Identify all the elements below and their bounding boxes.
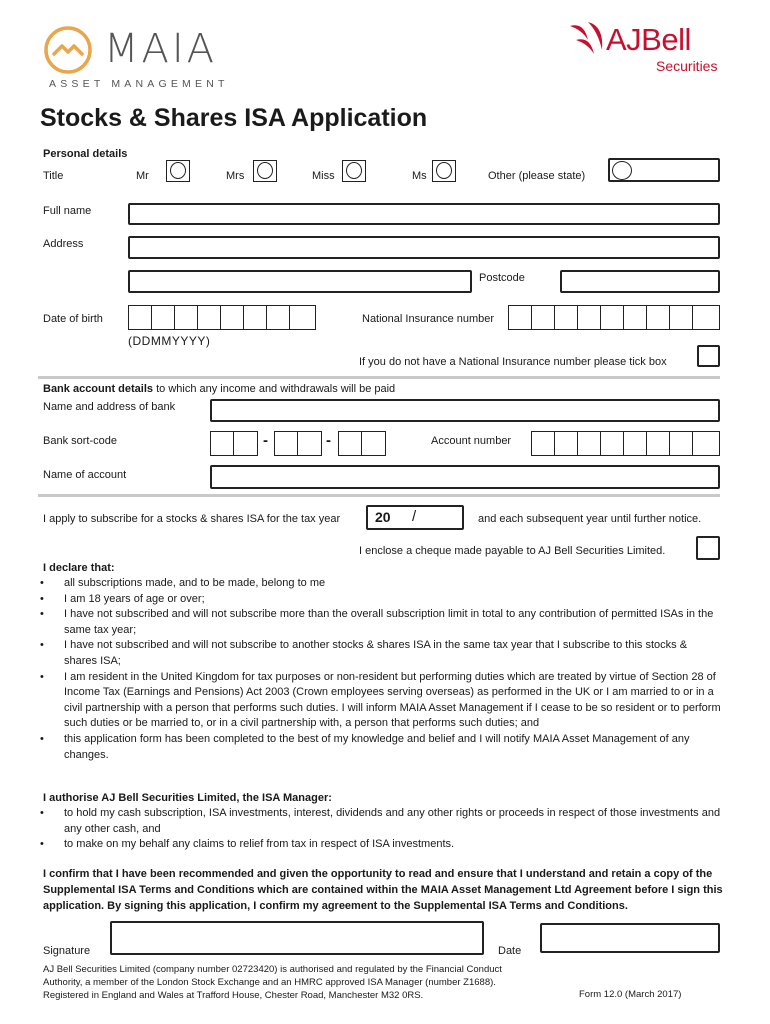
ni-cell[interactable] bbox=[600, 305, 624, 330]
title-option-mr-label: Mr bbox=[136, 170, 149, 182]
ni-cell[interactable] bbox=[508, 305, 532, 330]
address-field-line1[interactable] bbox=[128, 236, 720, 259]
address-label: Address bbox=[43, 238, 84, 250]
account-number-cell[interactable] bbox=[646, 431, 670, 456]
ajbell-logo-name: AJBell bbox=[606, 22, 691, 57]
sort-code-cell[interactable] bbox=[233, 431, 258, 456]
title-option-ms-label: Ms bbox=[412, 170, 427, 182]
postcode-field[interactable] bbox=[560, 270, 720, 293]
footer-line: Registered in England and Wales at Trafford House, Chester Road, Manchester M32 0RS. bbox=[43, 990, 424, 1001]
sort-code-field[interactable] bbox=[210, 431, 388, 456]
ajbell-logo bbox=[566, 20, 726, 80]
ni-cell[interactable] bbox=[646, 305, 670, 330]
declaration-item: • I have not subscribed and will not subscribe to another stocks & shares ISA in the same tax year that I subscribe to this stocks & shares ISA; bbox=[37, 638, 723, 669]
declaration-item: • this application form has been completed to the best of my knowledge and belief and I will notify MAIA Asset Management of any changes. bbox=[37, 732, 723, 763]
ni-cell[interactable] bbox=[623, 305, 647, 330]
declaration-item: • I am resident in the United Kingdom for tax purposes or non-resident but performing duties which are treated by virtue of Section 28 of Income Tax (Earnings and Pensions) Act 2003 (Crown employees serving overseas) as performed in the UK or I am married to or in a civil partnership with a person that performs such duties. I will inform MAIA Asset Management if I cease to be so resident or to perform such duties or be married to, or in a civil partnership with, a person that performs such duties; and bbox=[37, 670, 723, 732]
personal-details-heading: Personal details bbox=[43, 148, 128, 160]
bank-heading bbox=[43, 383, 395, 395]
maia-logo-name: MAIA bbox=[104, 26, 218, 72]
account-name-label: Name of account bbox=[43, 469, 127, 481]
account-number-cell[interactable] bbox=[623, 431, 647, 456]
sort-code-cell[interactable] bbox=[297, 431, 322, 456]
dob-cell[interactable] bbox=[289, 305, 316, 330]
dob-label: Date of birth bbox=[43, 313, 103, 325]
ni-cell[interactable] bbox=[669, 305, 693, 330]
title-miss-checkbox[interactable] bbox=[342, 160, 366, 182]
title-other-label: Other (please state) bbox=[488, 170, 586, 182]
title-mr-checkbox[interactable] bbox=[166, 160, 190, 182]
authorise-list bbox=[37, 806, 723, 853]
ni-cell[interactable] bbox=[531, 305, 555, 330]
address-field-line2[interactable] bbox=[128, 270, 472, 293]
signature-field[interactable] bbox=[110, 921, 484, 955]
bank-name-address-field[interactable] bbox=[210, 399, 720, 422]
no-ni-checkbox[interactable] bbox=[697, 345, 720, 367]
bank-heading-rest: to which any income and withdrawals will be paid bbox=[153, 383, 396, 395]
account-number-cell[interactable] bbox=[554, 431, 578, 456]
declaration-list bbox=[37, 576, 723, 763]
sort-code-cell[interactable] bbox=[361, 431, 386, 456]
ni-label: National Insurance number bbox=[362, 313, 495, 325]
cheque-label: I enclose a cheque made payable to AJ Bell Securities Limited. bbox=[359, 545, 666, 557]
footer-line: AJ Bell Securities Limited (company number 02723420) is authorised and regulated by the Financial Conduct bbox=[43, 964, 502, 975]
declaration-heading: I declare that: bbox=[43, 562, 115, 574]
maia-logo-tagline: ASSET MANAGEMENT bbox=[49, 78, 229, 90]
account-number-field[interactable] bbox=[531, 431, 720, 456]
section-divider bbox=[38, 494, 720, 497]
maia-logo-icon bbox=[40, 24, 100, 76]
account-name-field[interactable] bbox=[210, 465, 720, 489]
confirm-statement: I confirm that I have been recommended and given the opportunity to read and ensure that I understand and retain a copy of the Supplemental ISA Terms and Conditions which are contained within the MAIA Asset Management Ltd Agreement before I sign this application. By signing this application, I confirm my agreement to the Supplemental ISA Terms and Conditions. bbox=[43, 868, 723, 912]
account-number-cell[interactable] bbox=[600, 431, 624, 456]
maia-logo bbox=[40, 22, 230, 92]
footer-line: Authority, a member of the London Stock Exchange and an HMRC approved ISA Manager (number Z1688). bbox=[43, 977, 496, 988]
cheque-checkbox[interactable] bbox=[696, 536, 720, 560]
full-name-label: Full name bbox=[43, 205, 92, 217]
dob-cell[interactable] bbox=[243, 305, 267, 330]
dob-cell[interactable] bbox=[266, 305, 290, 330]
authorise-item: • to hold my cash subscription, ISA investments, interest, dividends and any other rights or proceeds in respect of those investments and any other cash, and bbox=[37, 806, 723, 837]
dob-cell[interactable] bbox=[128, 305, 152, 330]
ni-cell[interactable] bbox=[577, 305, 601, 330]
account-number-cell[interactable] bbox=[669, 431, 693, 456]
tax-year-slash: / bbox=[412, 508, 417, 525]
sort-code-cell[interactable] bbox=[274, 431, 298, 456]
section-divider bbox=[38, 376, 720, 379]
page-title: Stocks & Shares ISA Application bbox=[40, 104, 428, 132]
date-field[interactable] bbox=[540, 923, 720, 953]
dob-cell[interactable] bbox=[220, 305, 244, 330]
ni-field[interactable] bbox=[508, 305, 720, 330]
postcode-label: Postcode bbox=[479, 272, 525, 284]
dob-cell[interactable] bbox=[151, 305, 175, 330]
account-number-cell[interactable] bbox=[692, 431, 720, 456]
account-number-cell[interactable] bbox=[531, 431, 555, 456]
date-label: Date bbox=[498, 945, 522, 957]
dob-cell[interactable] bbox=[174, 305, 198, 330]
authorise-item: • to make on my behalf any claims to relief from tax in respect of ISA investments. bbox=[37, 837, 723, 853]
title-ms-checkbox[interactable] bbox=[432, 160, 456, 182]
authorise-section bbox=[43, 791, 723, 853]
dob-field[interactable] bbox=[128, 305, 318, 330]
apply-after-label: and each subsequent year until further notice. bbox=[478, 513, 702, 525]
tax-year-prefix: 20 bbox=[375, 509, 391, 525]
declaration-item: • all subscriptions made, and to be made, belong to me bbox=[37, 576, 723, 592]
account-number-cell[interactable] bbox=[577, 431, 601, 456]
title-option-mrs-label: Mrs bbox=[226, 170, 245, 182]
title-option-miss-label: Miss bbox=[312, 170, 335, 182]
declaration-section bbox=[43, 561, 723, 763]
account-number-label: Account number bbox=[431, 435, 512, 447]
title-other-field[interactable] bbox=[608, 158, 720, 182]
sort-code-label: Bank sort-code bbox=[43, 435, 117, 447]
sort-code-cell[interactable] bbox=[210, 431, 234, 456]
title-label: Title bbox=[43, 170, 64, 182]
apply-label: I apply to subscribe for a stocks & shares ISA for the tax year bbox=[43, 513, 341, 525]
sort-code-cell[interactable] bbox=[338, 431, 362, 456]
declaration-item: • I have not subscribed and will not subscribe more than the overall subscription limit in total to any contribution of permitted ISAs in the same tax year; bbox=[37, 607, 723, 638]
ajbell-logo-sub: Securities bbox=[656, 58, 718, 74]
form-reference: Form 12.0 (March 2017) bbox=[579, 989, 682, 1000]
title-other-ring-icon bbox=[612, 161, 632, 180]
dob-cell[interactable] bbox=[197, 305, 221, 330]
ni-cell[interactable] bbox=[692, 305, 720, 330]
bank-name-address-label: Name and address of bank bbox=[43, 401, 176, 413]
signature-label: Signature bbox=[43, 945, 91, 957]
no-ni-label: If you do not have a National Insurance number please tick box bbox=[359, 356, 667, 368]
ni-cell[interactable] bbox=[554, 305, 578, 330]
declaration-item: • I am 18 years of age or over; bbox=[37, 592, 723, 608]
authorise-heading: I authorise AJ Bell Securities Limited, the ISA Manager: bbox=[43, 792, 332, 804]
bank-heading-bold: Bank account details bbox=[43, 383, 154, 395]
title-mrs-checkbox[interactable] bbox=[253, 160, 277, 182]
dob-format-hint: (DDMMYYYY) bbox=[128, 334, 211, 348]
ajbell-swoosh-icon bbox=[566, 20, 610, 64]
sort-code-dash: - bbox=[263, 432, 268, 449]
tax-year-field[interactable] bbox=[366, 505, 464, 530]
full-name-field[interactable] bbox=[128, 203, 720, 225]
sort-code-dash: - bbox=[326, 432, 331, 449]
